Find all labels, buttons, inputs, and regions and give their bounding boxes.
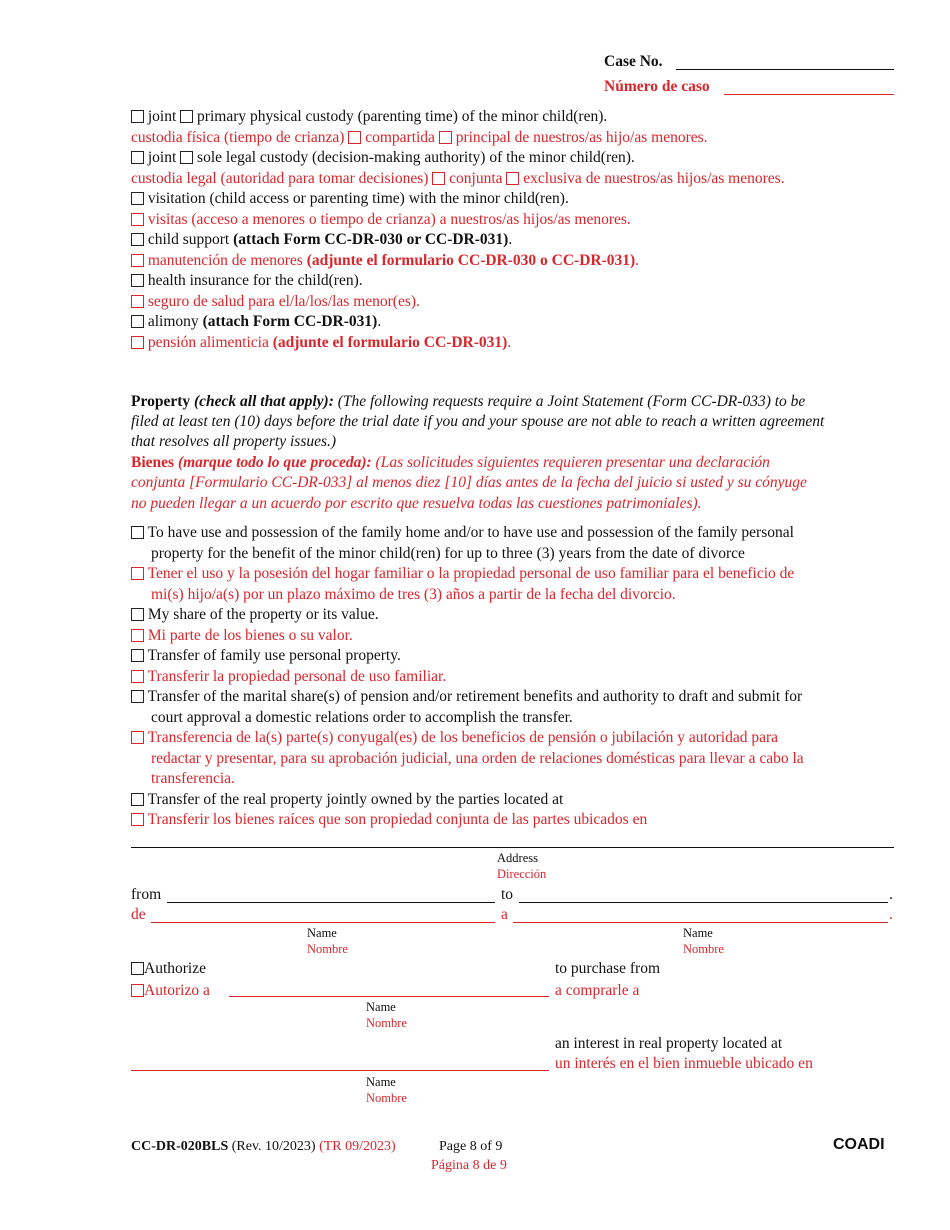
from-label: from (131, 886, 162, 903)
from-name-label: Name (307, 926, 337, 940)
visitas-checkbox[interactable] (131, 213, 144, 226)
period: . (377, 313, 382, 330)
primary-custody-es-prefix: custodia física (tiempo de crianza) (131, 129, 345, 146)
period: . (508, 231, 513, 248)
child-support-row (131, 230, 512, 249)
authorize-name-field[interactable] (229, 996, 549, 997)
health-insurance-checkbox[interactable] (131, 274, 144, 287)
seller-name-label-es: Nombre (366, 1091, 407, 1105)
real-property-text: Transfer of the real property jointly owned by the parties located at (147, 791, 564, 808)
real-property-row-es (131, 810, 647, 829)
alimony-row (131, 312, 381, 331)
visitation-row-es (131, 210, 631, 229)
authorize-checkbox[interactable] (131, 962, 144, 975)
from-to-period: . (889, 886, 893, 903)
to-name-label-es: Nombre (683, 942, 724, 956)
seguro-text: seguro de salud para el/la/los/las menor(es). (147, 293, 420, 310)
form-code: CC-DR-020BLS (131, 1139, 229, 1154)
principal-checkbox[interactable] (439, 131, 452, 144)
transferencia-text-2: redactar y presentar, para su aprobación judicial, una orden de relaciones domésticas para llevar a cabo la (151, 750, 804, 767)
legal-custody-row-es (131, 169, 785, 188)
share-row (131, 605, 379, 624)
from-name-field[interactable] (167, 902, 495, 903)
autorizo-checkbox[interactable] (131, 984, 144, 997)
principal-text: principal de nuestros/as hijo/as menores. (455, 129, 708, 146)
pension-row-es (131, 728, 778, 747)
period: . (635, 252, 640, 269)
child-support-checkbox[interactable] (131, 233, 144, 246)
autorizo-label: Autorizo a (144, 982, 210, 999)
case-no-field[interactable] (676, 69, 894, 70)
case-no-field-es[interactable] (724, 94, 894, 95)
property-title: Property (131, 393, 191, 410)
seguro-checkbox[interactable] (131, 295, 144, 308)
hogar-checkbox[interactable] (131, 567, 144, 580)
page-number-es: Página 8 de 9 (431, 1158, 507, 1173)
pension-alimenticia-checkbox[interactable] (131, 336, 144, 349)
health-text: health insurance for the child(ren). (147, 272, 363, 289)
de-a-period: . (889, 906, 893, 923)
authorize-name-label-es: Nombre (366, 1016, 407, 1030)
transferencia-text-3: transferencia. (151, 770, 235, 787)
exclusiva-text: exclusiva de nuestros/as hijos/as menores. (523, 170, 785, 187)
family-home-text-2: property for the benefit of the minor child(ren) for up to three (3) years from the date of divorce (151, 545, 745, 562)
legal-custody-es-prefix: custodia legal (autoridad para tomar decisiones) (131, 170, 429, 187)
mi-parte-checkbox[interactable] (131, 629, 144, 642)
share-checkbox[interactable] (131, 608, 144, 621)
joint-legal-label: joint (147, 149, 177, 166)
seller-name-label: Name (366, 1075, 396, 1089)
bienes-raices-text: Transferir los bienes raíces que son propiedad conjunta de las partes ubicados en (147, 811, 648, 828)
authorize-row (131, 959, 206, 978)
transfer-personal-row-es (131, 667, 446, 686)
interest-label: an interest in real property located at (555, 1035, 783, 1052)
family-home-row (131, 523, 794, 542)
pension-text-1: Transfer of the marital share(s) of pension and/or retirement benefits and authority to draft and submit for (147, 688, 803, 705)
interest-label-es: un interés en el bien inmueble ubicado en (555, 1055, 813, 1072)
seller-name-field[interactable] (131, 1070, 549, 1071)
transfer-personal-text: Transfer of family use personal property. (147, 647, 401, 664)
primary-custody-row (131, 107, 607, 126)
family-home-row-es (131, 564, 794, 583)
form-rev: (Rev. 10/2023) (231, 1139, 316, 1154)
compartida-checkbox[interactable] (348, 131, 361, 144)
address-field[interactable] (131, 847, 894, 848)
joint-primary-checkbox[interactable] (131, 110, 144, 123)
mi-parte-text: Mi parte de los bienes o su valor. (147, 627, 353, 644)
health-row (131, 271, 363, 290)
joint-label: joint (147, 108, 177, 125)
transferencia-checkbox[interactable] (131, 731, 144, 744)
primary-custody-row-es (131, 128, 708, 147)
pension-checkbox[interactable] (131, 690, 144, 703)
visitas-text: visitas (acceso a menores o tiempo de crianza) a nuestros/as hijos/as menores. (147, 211, 631, 228)
property-intro-1: (The following requests require a Joint Statement (Form CC-DR-033) to be (337, 393, 806, 410)
alimony-row-es (131, 333, 511, 352)
case-no-label-es: Número de caso (604, 78, 710, 95)
bienes-intro-2: conjunta [Formulario CC-DR-033] al menos diez [10] días antes de la fecha del juicio si usted y su cónyuge (131, 474, 807, 491)
visitation-row (131, 189, 569, 208)
to-name-label: Name (683, 926, 713, 940)
period: . (507, 334, 512, 351)
property-heading (131, 392, 805, 411)
transfer-personal-checkbox[interactable] (131, 649, 144, 662)
hogar-text-1: Tener el uso y la posesión del hogar familiar o la propiedad personal de uso familiar para el beneficio de (147, 565, 795, 582)
share-text: My share of the property or its value. (147, 606, 379, 623)
to-label: to (501, 886, 514, 903)
form-tr: (TR 09/2023) (319, 1139, 396, 1154)
conjunta-label: conjunta (449, 170, 503, 187)
property-check-all: (check all that apply): (193, 393, 334, 410)
property-intro-2: filed at least ten (10) days before the trial date if you and your spouse are not able to reach a written agreement (131, 413, 825, 430)
exclusiva-checkbox[interactable] (506, 172, 519, 185)
alimony-text: alimony (147, 313, 199, 330)
transferir-personal-checkbox[interactable] (131, 670, 144, 683)
child-support-row-es (131, 251, 639, 270)
pension-text-2: court approval a domestic relations order to accomplish the transfer. (151, 709, 573, 726)
bienes-marque: (marque todo lo que proceda): (177, 454, 372, 471)
bienes-intro-1: (Las solicitudes siguientes requieren presentar una declaración (375, 454, 770, 471)
pension-alimenticia-text: pensión alimenticia (147, 334, 269, 351)
family-home-text-1: To have use and possession of the family home and/or to have use and possession of the family personal (147, 524, 794, 541)
conjunta-checkbox[interactable] (432, 172, 445, 185)
form-id (131, 1137, 396, 1156)
visitation-checkbox[interactable] (131, 192, 144, 205)
page-number: Page 8 of 9 (439, 1139, 503, 1154)
sole-legal-text: sole legal custody (decision-making authority) of the minor child(ren). (197, 149, 635, 166)
org-logo-text: COADI (833, 1136, 885, 1153)
manutencion-text: manutención de menores (147, 252, 303, 269)
purchase-label-es: a comprarle a (555, 982, 640, 999)
primary-custody-text: primary physical custody (parenting time) of the minor child(ren). (197, 108, 608, 125)
health-row-es (131, 292, 420, 311)
alimony-attach: (attach Form CC-DR-031) (202, 313, 378, 330)
address-label: Address (497, 851, 538, 865)
primary-custody-checkbox[interactable] (180, 110, 193, 123)
from-label-es: de (131, 906, 146, 923)
sole-legal-checkbox[interactable] (180, 151, 193, 164)
case-no-label: Case No. (604, 53, 663, 70)
transfer-personal-row (131, 646, 401, 665)
alimony-checkbox[interactable] (131, 315, 144, 328)
real-property-row (131, 790, 563, 809)
authorize-name-label: Name (366, 1000, 396, 1014)
manutencion-attach: (adjunte el formulario CC-DR-030 o CC-DR-031) (306, 252, 636, 269)
bienes-intro-3: no pueden llegar a un acuerdo por escrito que resuelva todas las cuestiones patrimoniales). (131, 495, 702, 512)
de-name-field[interactable] (151, 922, 495, 923)
pension-row (131, 687, 802, 706)
real-property-checkbox[interactable] (131, 793, 144, 806)
pension-alimenticia-attach: (adjunte el formulario CC-DR-031) (272, 334, 508, 351)
share-row-es (131, 626, 353, 645)
bienes-raices-checkbox[interactable] (131, 813, 144, 826)
hogar-text-2: mi(s) hijo/a(s) por un plazo máximo de tres (3) años a partir de la fecha del divorcio. (151, 586, 676, 603)
purchase-label: to purchase from (555, 960, 661, 977)
a-name-field[interactable] (513, 922, 888, 923)
visitation-text: visitation (child access or parenting time) with the minor child(ren). (147, 190, 569, 207)
to-label-es: a (501, 906, 508, 923)
address-label-es: Dirección (497, 867, 547, 881)
bienes-title: Bienes (131, 454, 175, 471)
to-name-field[interactable] (519, 902, 888, 903)
child-support-attach: (attach Form CC-DR-030 or CC-DR-031) (233, 231, 509, 248)
family-home-checkbox[interactable] (131, 526, 144, 539)
transferencia-text-1: Transferencia de la(s) parte(s) conyugal(es) de los beneficios de pensión o jubilación y autoridad para (147, 729, 779, 746)
transferir-personal-text: Transferir la propiedad personal de uso familiar. (147, 668, 447, 685)
property-heading-es (131, 453, 770, 472)
manutencion-checkbox[interactable] (131, 254, 144, 267)
compartida-label: compartida (365, 129, 435, 146)
child-support-text: child support (147, 231, 230, 248)
from-name-label-es: Nombre (307, 942, 348, 956)
joint-legal-checkbox[interactable] (131, 151, 144, 164)
property-intro-3: that resolves all property issues.) (131, 433, 337, 450)
authorize-row-es (131, 981, 210, 1000)
legal-custody-row (131, 148, 635, 167)
authorize-label: Authorize (144, 960, 206, 977)
